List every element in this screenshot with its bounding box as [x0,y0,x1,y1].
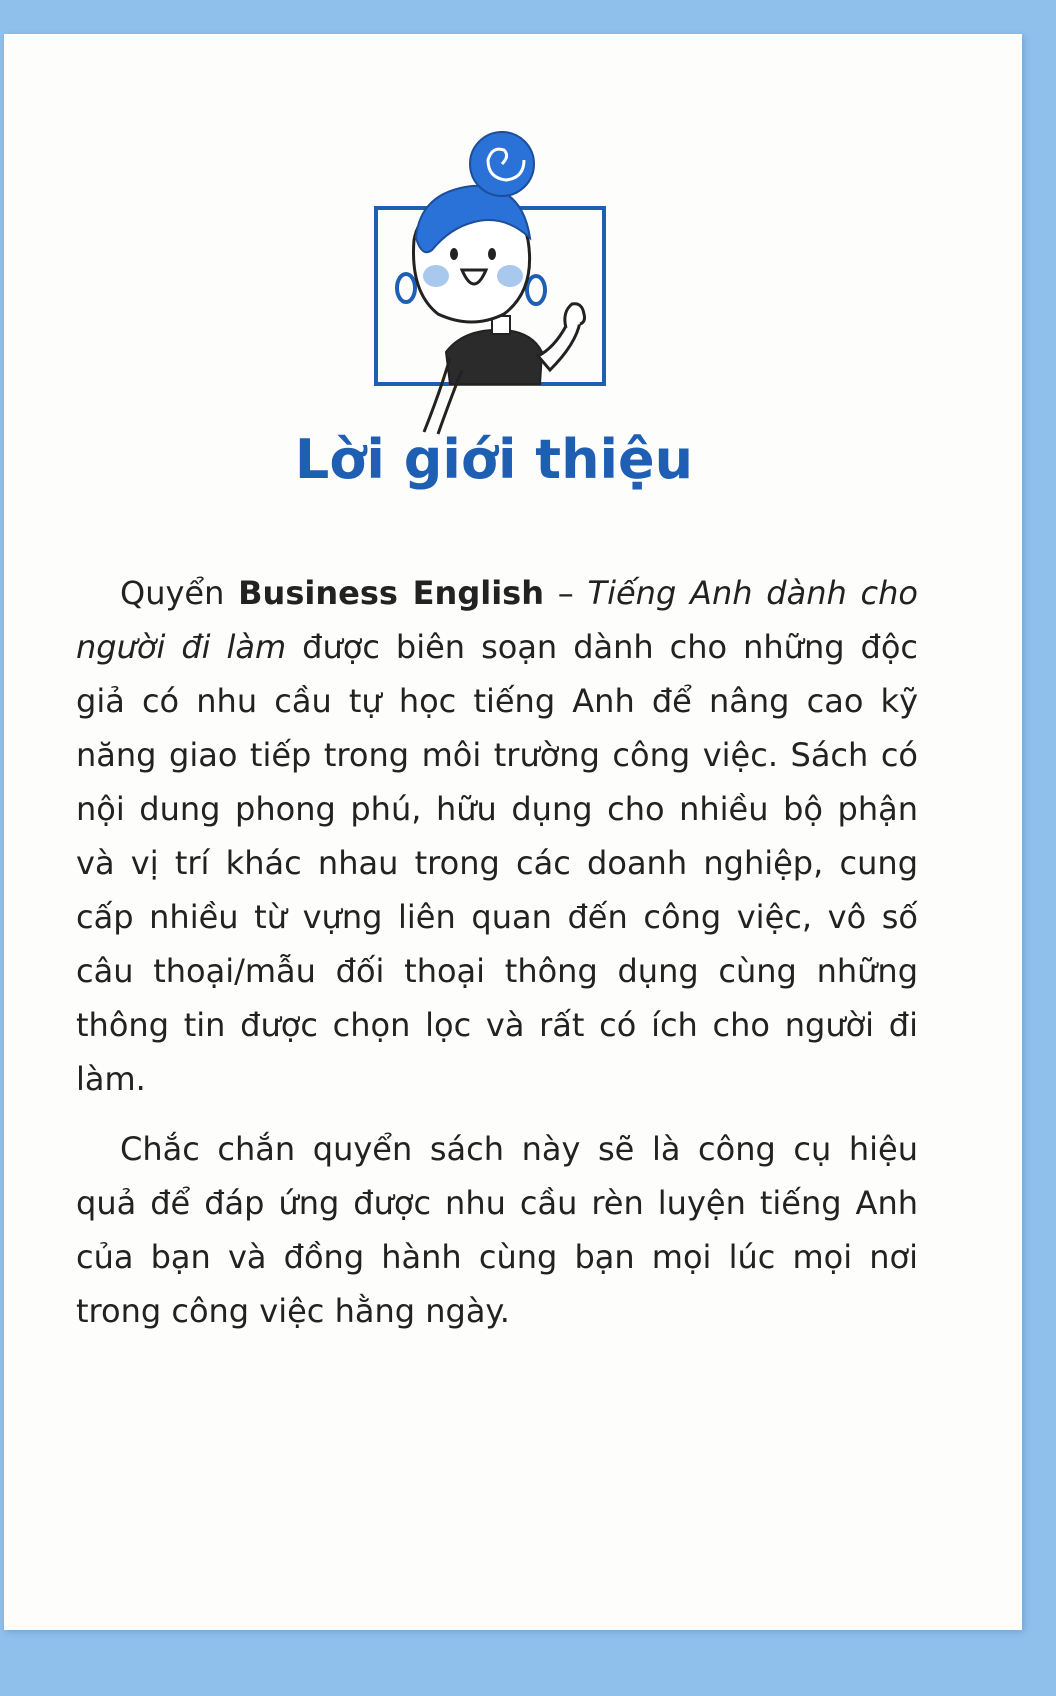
book-subtitle: Tiếng Anh dành cho người đi làm [76,574,918,666]
paragraph-1-lead: Quyển [120,574,239,612]
right-earring [527,276,545,304]
book-name: Business English [238,574,544,612]
title-dash: – [543,574,588,612]
right-cheek [497,265,523,287]
left-earring [397,274,415,302]
left-cheek [423,265,449,287]
girl-hand [565,304,585,328]
paragraph-2: Chắc chắn quyển sách này sẽ là công cụ hiệu quả để đáp ứng được nhu cầu rèn luyện tiếng Anh của bạn và đồng hành cùng bạn mọi lúc mọi nơi trong công việc hằng ngày. [76,1130,918,1330]
right-eye [488,248,496,260]
introduction-text [76,566,918,1354]
girl-right-arm [538,322,580,370]
page-title: Lời giới thiệu [294,428,694,491]
paragraph-1 [76,566,918,1106]
waving-girl-illustration [354,130,654,440]
paragraph-1-rest: được biên soạn dành cho những độc giả có nhu cầu tự học tiếng Anh để nâng cao kỹ năng giao tiếp trong môi trường công việc. Sách có nội dung phong phú, hữu dụng cho nhiều bộ phận và vị trí khác nhau trong các doanh nghiệp, cung cấp nhiều từ vựng liên quan đến công việc, vô số câu thoại/mẫu đối thoại thông dụng cùng những thông tin được chọn lọc và rất có ích cho người đi làm. [76,628,919,1098]
left-eye [450,248,458,260]
book-page [4,34,1022,1630]
